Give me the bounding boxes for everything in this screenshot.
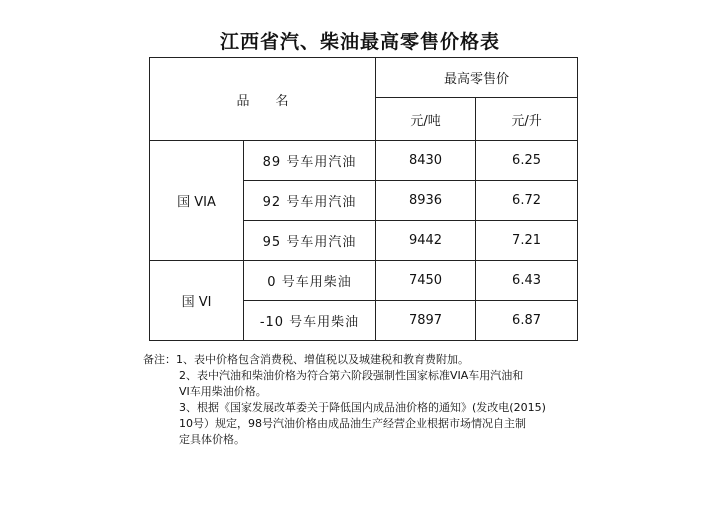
page-title: 江西省汽、柴油最高零售价格表	[219, 31, 500, 53]
note-line: 备注：1、表中价格包含消费税、增值税以及城建税和教育费附加。	[143, 353, 469, 366]
price-per-liter-cell: 6.43	[476, 261, 578, 301]
unit-yuan-per-liter: 元/升	[476, 98, 578, 141]
price-per-ton-cell: 7897	[376, 301, 476, 341]
price-per-liter-cell: 6.25	[476, 141, 578, 181]
price-per-liter-cell: 6.87	[476, 301, 578, 341]
product-cell: 89 号车用汽油	[244, 141, 376, 181]
product-cell: 92 号车用汽油	[244, 181, 376, 221]
table-row	[150, 141, 578, 181]
standard-group-label: 国 VIA	[150, 141, 244, 261]
price-per-ton-cell: 8430	[376, 141, 476, 181]
price-per-ton-cell: 8936	[376, 181, 476, 221]
max-retail-price-header: 最高零售价	[376, 58, 578, 98]
note-line: 3、根据《国家发展改革委关于降低国内成品油价格的通知》(发改电(2015)	[179, 401, 546, 414]
standard-group-label: 国 VI	[150, 261, 244, 341]
product-cell: 95 号车用汽油	[244, 221, 376, 261]
price-table	[149, 57, 578, 341]
note-line: 2、表中汽油和柴油价格为符合第六阶段强制性国家标准VIA车用汽油和	[179, 369, 524, 382]
price-per-ton-cell: 9442	[376, 221, 476, 261]
notes-section	[143, 352, 593, 448]
note-line: 10号）规定，98号汽油价格由成品油生产经营企业根据市场情况自主制	[179, 417, 526, 430]
product-cell: -10 号车用柴油	[244, 301, 376, 341]
note-line: VI车用柴油价格。	[179, 385, 267, 398]
unit-yuan-per-ton: 元/吨	[376, 98, 476, 141]
product-name-header: 品 名	[150, 58, 376, 141]
table-header-row	[150, 58, 578, 98]
price-per-liter-cell: 7.21	[476, 221, 578, 261]
table-row	[150, 261, 578, 301]
price-per-liter-cell: 6.72	[476, 181, 578, 221]
product-cell: 0 号车用柴油	[244, 261, 376, 301]
price-per-ton-cell: 7450	[376, 261, 476, 301]
note-line: 定具体价格。	[179, 433, 245, 446]
